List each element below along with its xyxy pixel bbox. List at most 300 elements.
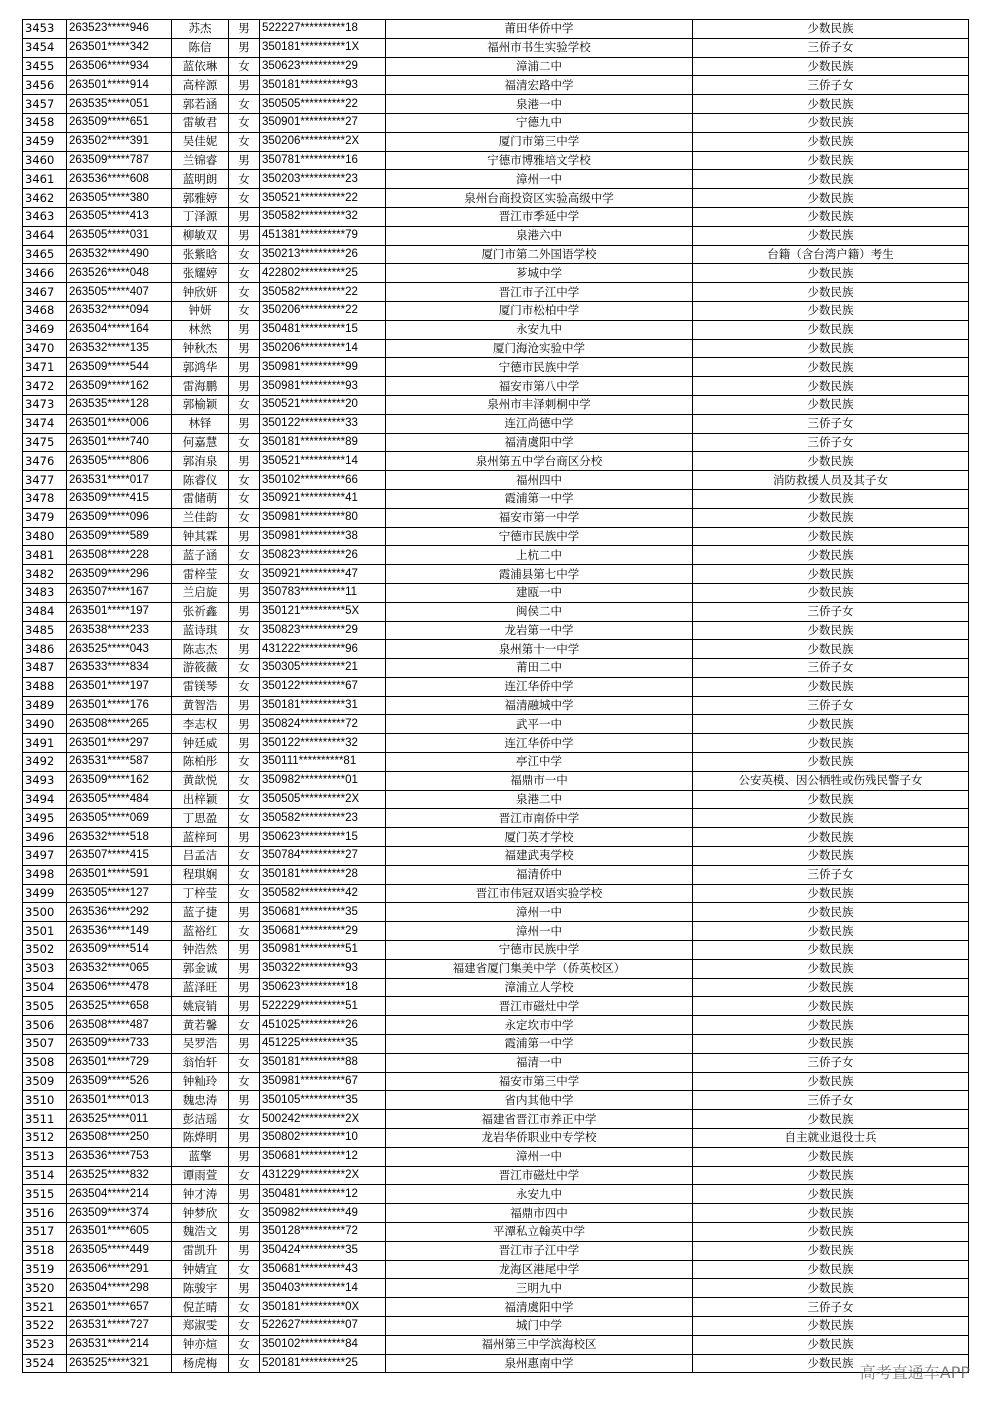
table-row (23, 113, 969, 132)
gender-cell: 女 (229, 132, 260, 151)
table-row (23, 132, 969, 151)
category-cell: 少数民族 (693, 1223, 969, 1242)
row-number-cell: 3497 (23, 847, 67, 866)
row-number-cell: 3515 (23, 1185, 67, 1204)
exam-number-cell: 263531*****214 (67, 1335, 172, 1354)
exam-number-cell: 263509*****374 (67, 1204, 172, 1223)
table-row (23, 95, 969, 114)
category-cell: 少数民族 (693, 452, 969, 471)
exam-number-cell: 263502*****391 (67, 132, 172, 151)
gender-cell: 女 (229, 245, 260, 264)
table-row (23, 565, 969, 584)
id-card-cell: 350981**********99 (260, 358, 386, 377)
id-card-cell: 350481**********15 (260, 320, 386, 339)
table-row (23, 452, 969, 471)
exam-number-cell: 263507*****167 (67, 583, 172, 602)
table-row (23, 1260, 969, 1279)
exam-number-cell: 263508*****228 (67, 546, 172, 565)
student-name-cell: 陈烨明 (172, 1129, 229, 1148)
school-cell: 福清宏路中学 (386, 76, 693, 95)
school-cell: 三明九中 (386, 1279, 693, 1298)
category-cell: 少数民族 (693, 809, 969, 828)
table-row (23, 1129, 969, 1148)
row-number-cell: 3520 (23, 1279, 67, 1298)
school-cell: 漳州一中 (386, 922, 693, 941)
exam-number-cell: 263501*****197 (67, 602, 172, 621)
exam-number-cell: 263525*****658 (67, 997, 172, 1016)
student-name-cell: 蓝泽旺 (172, 978, 229, 997)
category-cell: 三侨子女 (693, 76, 969, 95)
gender-cell: 男 (229, 1147, 260, 1166)
student-name-cell: 陈志杰 (172, 640, 229, 659)
student-name-cell: 钟才涛 (172, 1185, 229, 1204)
table-row (23, 790, 969, 809)
gender-cell: 女 (229, 1335, 260, 1354)
gender-cell: 女 (229, 659, 260, 678)
school-cell: 福清侨中 (386, 865, 693, 884)
gender-cell: 女 (229, 433, 260, 452)
table-row (23, 677, 969, 696)
table-row (23, 1110, 969, 1129)
id-card-cell: 350203**********23 (260, 170, 386, 189)
table-row (23, 151, 969, 170)
category-cell: 少数民族 (693, 734, 969, 753)
table-row (23, 1035, 969, 1054)
exam-number-cell: 263504*****214 (67, 1185, 172, 1204)
school-cell: 福州第三中学滨海校区 (386, 1335, 693, 1354)
student-name-cell: 程琪娴 (172, 865, 229, 884)
student-name-cell: 郭洧泉 (172, 452, 229, 471)
watermark-text: 高考直通车APP (859, 1363, 970, 1382)
gender-cell: 女 (229, 809, 260, 828)
category-cell: 公安英模、因公牺牲或伤残民警子女 (693, 771, 969, 790)
category-cell: 少数民族 (693, 1279, 969, 1298)
row-number-cell: 3472 (23, 377, 67, 396)
row-number-cell: 3523 (23, 1335, 67, 1354)
gender-cell: 男 (229, 320, 260, 339)
exam-number-cell: 263509*****589 (67, 527, 172, 546)
gender-cell: 女 (229, 283, 260, 302)
student-name-cell: 魏忠涛 (172, 1091, 229, 1110)
gender-cell: 男 (229, 997, 260, 1016)
row-number-cell: 3517 (23, 1223, 67, 1242)
school-cell: 龙岩华侨职业中专学校 (386, 1129, 693, 1148)
school-cell: 福清一中 (386, 1053, 693, 1072)
student-name-cell: 郑淑雯 (172, 1316, 229, 1335)
gender-cell: 男 (229, 1241, 260, 1260)
id-card-cell: 350623**********18 (260, 978, 386, 997)
student-name-cell: 钟秋杰 (172, 339, 229, 358)
gender-cell: 男 (229, 20, 260, 39)
school-cell: 宁德市民族中学 (386, 527, 693, 546)
category-cell: 少数民族 (693, 358, 969, 377)
category-cell: 少数民族 (693, 677, 969, 696)
exam-number-cell: 263501*****006 (67, 414, 172, 433)
table-row (23, 903, 969, 922)
id-card-cell: 451225**********35 (260, 1035, 386, 1054)
student-name-cell: 蓝明朗 (172, 170, 229, 189)
table-row (23, 489, 969, 508)
student-name-cell: 彭洁瑶 (172, 1110, 229, 1129)
row-number-cell: 3495 (23, 809, 67, 828)
table-row (23, 847, 969, 866)
table-row (23, 1166, 969, 1185)
student-name-cell: 蓝擎 (172, 1147, 229, 1166)
id-card-cell: 350181**********31 (260, 696, 386, 715)
gender-cell: 男 (229, 583, 260, 602)
gender-cell: 女 (229, 301, 260, 320)
school-cell: 泉港六中 (386, 226, 693, 245)
student-name-cell: 黄歆悦 (172, 771, 229, 790)
student-name-cell: 钟籼玲 (172, 1072, 229, 1091)
exam-number-cell: 263536*****292 (67, 903, 172, 922)
gender-cell: 男 (229, 903, 260, 922)
table-row (23, 301, 969, 320)
category-cell: 少数民族 (693, 884, 969, 903)
school-cell: 亭江中学 (386, 753, 693, 772)
student-name-cell: 林铎 (172, 414, 229, 433)
id-card-cell: 350823**********29 (260, 621, 386, 640)
table-row (23, 621, 969, 640)
id-card-cell: 350802**********10 (260, 1129, 386, 1148)
id-card-cell: 350128**********72 (260, 1223, 386, 1242)
table-row (23, 358, 969, 377)
category-cell: 少数民族 (693, 1241, 969, 1260)
row-number-cell: 3507 (23, 1035, 67, 1054)
row-number-cell: 3488 (23, 677, 67, 696)
category-cell: 少数民族 (693, 132, 969, 151)
school-cell: 泉州市丰泽刺桐中学 (386, 395, 693, 414)
id-card-cell: 350681**********12 (260, 1147, 386, 1166)
exam-number-cell: 263509*****296 (67, 565, 172, 584)
student-name-cell: 郭金诚 (172, 959, 229, 978)
student-name-cell: 钟其霖 (172, 527, 229, 546)
exam-number-cell: 263509*****544 (67, 358, 172, 377)
school-cell: 芗城中学 (386, 264, 693, 283)
category-cell: 少数民族 (693, 790, 969, 809)
id-card-cell: 350681**********43 (260, 1260, 386, 1279)
table-row (23, 264, 969, 283)
row-number-cell: 3462 (23, 189, 67, 208)
id-card-cell: 350582**********23 (260, 809, 386, 828)
exam-number-cell: 263509*****096 (67, 508, 172, 527)
school-cell: 福建武夷学校 (386, 847, 693, 866)
school-cell: 泉港二中 (386, 790, 693, 809)
exam-number-cell: 263501*****591 (67, 865, 172, 884)
student-name-cell: 蓝诗琪 (172, 621, 229, 640)
id-card-cell: 350424**********35 (260, 1241, 386, 1260)
category-cell: 少数民族 (693, 377, 969, 396)
gender-cell: 女 (229, 57, 260, 76)
table-row (23, 1279, 969, 1298)
id-card-cell: 350784**********27 (260, 847, 386, 866)
id-card-cell: 350623**********29 (260, 57, 386, 76)
gender-cell: 女 (229, 95, 260, 114)
id-card-cell: 350824**********72 (260, 715, 386, 734)
student-name-cell: 雷海鹏 (172, 377, 229, 396)
gender-cell: 女 (229, 1204, 260, 1223)
school-cell: 福安市第八中学 (386, 377, 693, 396)
student-name-cell: 蓝依琳 (172, 57, 229, 76)
category-cell: 少数民族 (693, 395, 969, 414)
table-row (23, 734, 969, 753)
student-name-cell: 张耀婷 (172, 264, 229, 283)
category-cell: 少数民族 (693, 283, 969, 302)
gender-cell: 男 (229, 151, 260, 170)
exam-number-cell: 263535*****128 (67, 395, 172, 414)
student-name-cell: 钟婧宜 (172, 1260, 229, 1279)
gender-cell: 女 (229, 471, 260, 490)
category-cell: 三侨子女 (693, 602, 969, 621)
school-cell: 泉州第五中学台商区分校 (386, 452, 693, 471)
gender-cell: 男 (229, 76, 260, 95)
school-cell: 福安市第一中学 (386, 508, 693, 527)
school-cell: 福州四中 (386, 471, 693, 490)
category-cell: 少数民族 (693, 922, 969, 941)
category-cell: 少数民族 (693, 546, 969, 565)
category-cell: 少数民族 (693, 113, 969, 132)
id-card-cell: 350921**********47 (260, 565, 386, 584)
category-cell: 三侨子女 (693, 1053, 969, 1072)
student-name-cell: 林然 (172, 320, 229, 339)
student-name-cell: 吴罗浩 (172, 1035, 229, 1054)
gender-cell: 女 (229, 1166, 260, 1185)
table-row (23, 809, 969, 828)
row-number-cell: 3464 (23, 226, 67, 245)
school-cell: 福建省厦门集美中学（侨英校区） (386, 959, 693, 978)
row-number-cell: 3482 (23, 565, 67, 584)
row-number-cell: 3493 (23, 771, 67, 790)
school-cell: 泉州惠南中学 (386, 1354, 693, 1373)
student-name-cell: 黄智浩 (172, 696, 229, 715)
gender-cell: 男 (229, 1279, 260, 1298)
id-card-cell: 350521**********20 (260, 395, 386, 414)
school-cell: 福州市书生实验学校 (386, 38, 693, 57)
student-name-cell: 倪芷晴 (172, 1298, 229, 1317)
row-number-cell: 3518 (23, 1241, 67, 1260)
school-cell: 平潭私立翰英中学 (386, 1223, 693, 1242)
table-row (23, 76, 969, 95)
gender-cell: 男 (229, 734, 260, 753)
gender-cell: 女 (229, 1354, 260, 1373)
student-name-cell: 蓝子涵 (172, 546, 229, 565)
student-name-cell: 翁怡轩 (172, 1053, 229, 1072)
table-row (23, 922, 969, 941)
school-cell: 龙岩第一中学 (386, 621, 693, 640)
table-row (23, 1241, 969, 1260)
id-card-cell: 350181**********88 (260, 1053, 386, 1072)
category-cell: 少数民族 (693, 1354, 969, 1373)
id-card-cell: 350921**********41 (260, 489, 386, 508)
school-cell: 福清融城中学 (386, 696, 693, 715)
id-card-cell: 350105**********35 (260, 1091, 386, 1110)
category-cell: 三侨子女 (693, 1298, 969, 1317)
school-cell: 永安九中 (386, 320, 693, 339)
exam-number-cell: 263532*****490 (67, 245, 172, 264)
gender-cell: 女 (229, 1072, 260, 1091)
category-cell: 台籍（含台湾户籍）考生 (693, 245, 969, 264)
row-number-cell: 3487 (23, 659, 67, 678)
exam-number-cell: 263508*****250 (67, 1129, 172, 1148)
school-cell: 漳州一中 (386, 170, 693, 189)
gender-cell: 女 (229, 489, 260, 508)
category-cell: 少数民族 (693, 903, 969, 922)
student-name-cell: 雷凯升 (172, 1241, 229, 1260)
row-number-cell: 3468 (23, 301, 67, 320)
exam-number-cell: 263536*****608 (67, 170, 172, 189)
id-card-cell: 350781**********16 (260, 151, 386, 170)
category-cell: 少数民族 (693, 320, 969, 339)
table-row (23, 696, 969, 715)
school-cell: 连江尚德中学 (386, 414, 693, 433)
row-number-cell: 3522 (23, 1316, 67, 1335)
gender-cell: 女 (229, 677, 260, 696)
admission-list-table (22, 19, 969, 1373)
id-card-cell: 350181**********93 (260, 76, 386, 95)
table-row (23, 170, 969, 189)
school-cell: 福鼎市一中 (386, 771, 693, 790)
table-row (23, 1053, 969, 1072)
category-cell: 少数民族 (693, 1147, 969, 1166)
student-name-cell: 钟廷威 (172, 734, 229, 753)
category-cell: 少数民族 (693, 978, 969, 997)
row-number-cell: 3469 (23, 320, 67, 339)
id-card-cell: 350505**********22 (260, 95, 386, 114)
id-card-cell: 350102**********84 (260, 1335, 386, 1354)
school-cell: 厦门海沧实验中学 (386, 339, 693, 358)
student-name-cell: 兰锦睿 (172, 151, 229, 170)
school-cell: 泉州第十一中学 (386, 640, 693, 659)
exam-number-cell: 263501*****342 (67, 38, 172, 57)
student-name-cell: 谭雨萱 (172, 1166, 229, 1185)
gender-cell: 女 (229, 170, 260, 189)
exam-number-cell: 263531*****017 (67, 471, 172, 490)
school-cell: 闽侯二中 (386, 602, 693, 621)
id-card-cell: 350521**********14 (260, 452, 386, 471)
gender-cell: 女 (229, 865, 260, 884)
table-row (23, 659, 969, 678)
student-name-cell: 陈睿仪 (172, 471, 229, 490)
category-cell: 少数民族 (693, 847, 969, 866)
id-card-cell: 350823**********26 (260, 546, 386, 565)
row-number-cell: 3524 (23, 1354, 67, 1373)
table-row (23, 38, 969, 57)
id-card-cell: 522229**********51 (260, 997, 386, 1016)
exam-number-cell: 263509*****787 (67, 151, 172, 170)
id-card-cell: 350981**********67 (260, 1072, 386, 1091)
category-cell: 少数民族 (693, 1260, 969, 1279)
row-number-cell: 3478 (23, 489, 67, 508)
school-cell: 武平一中 (386, 715, 693, 734)
exam-number-cell: 263505*****127 (67, 884, 172, 903)
school-cell: 福建省晋江市养正中学 (386, 1110, 693, 1129)
category-cell: 少数民族 (693, 941, 969, 960)
student-name-cell: 蓝子捷 (172, 903, 229, 922)
gender-cell: 女 (229, 395, 260, 414)
id-card-cell: 522227**********18 (260, 20, 386, 39)
id-card-cell: 522627**********07 (260, 1316, 386, 1335)
table-row (23, 865, 969, 884)
category-cell: 少数民族 (693, 583, 969, 602)
student-name-cell: 郭榆颖 (172, 395, 229, 414)
id-card-cell: 500242**********2X (260, 1110, 386, 1129)
gender-cell: 男 (229, 1185, 260, 1204)
id-card-cell: 350582**********32 (260, 207, 386, 226)
category-cell: 三侨子女 (693, 659, 969, 678)
id-card-cell: 350981**********80 (260, 508, 386, 527)
school-cell: 厦门市第二外国语学校 (386, 245, 693, 264)
exam-number-cell: 263533*****834 (67, 659, 172, 678)
table-row (23, 320, 969, 339)
row-number-cell: 3506 (23, 1016, 67, 1035)
id-card-cell: 350305**********21 (260, 659, 386, 678)
row-number-cell: 3498 (23, 865, 67, 884)
row-number-cell: 3467 (23, 283, 67, 302)
table-row (23, 715, 969, 734)
gender-cell: 男 (229, 1091, 260, 1110)
exam-number-cell: 263509*****162 (67, 377, 172, 396)
category-cell: 少数民族 (693, 828, 969, 847)
student-name-cell: 雷镁琴 (172, 677, 229, 696)
student-name-cell: 黄若馨 (172, 1016, 229, 1035)
exam-number-cell: 263509*****415 (67, 489, 172, 508)
student-name-cell: 吕孟洁 (172, 847, 229, 866)
school-cell: 漳浦二中 (386, 57, 693, 76)
row-number-cell: 3465 (23, 245, 67, 264)
row-number-cell: 3503 (23, 959, 67, 978)
id-card-cell: 350122**********32 (260, 734, 386, 753)
row-number-cell: 3461 (23, 170, 67, 189)
category-cell: 少数民族 (693, 57, 969, 76)
school-cell: 福清虞阳中学 (386, 1298, 693, 1317)
row-number-cell: 3504 (23, 978, 67, 997)
school-cell: 莆田华侨中学 (386, 20, 693, 39)
table-row (23, 226, 969, 245)
row-number-cell: 3489 (23, 696, 67, 715)
gender-cell: 女 (229, 771, 260, 790)
category-cell: 三侨子女 (693, 865, 969, 884)
id-card-cell: 350982**********49 (260, 1204, 386, 1223)
category-cell: 少数民族 (693, 1035, 969, 1054)
row-number-cell: 3480 (23, 527, 67, 546)
exam-number-cell: 263505*****031 (67, 226, 172, 245)
category-cell: 少数民族 (693, 621, 969, 640)
gender-cell: 男 (229, 377, 260, 396)
id-card-cell: 350681**********35 (260, 903, 386, 922)
category-cell: 少数民族 (693, 1204, 969, 1223)
exam-number-cell: 263505*****806 (67, 452, 172, 471)
category-cell: 消防救援人员及其子女 (693, 471, 969, 490)
exam-number-cell: 263501*****013 (67, 1091, 172, 1110)
row-number-cell: 3473 (23, 395, 67, 414)
student-name-cell: 姚宸销 (172, 997, 229, 1016)
gender-cell: 女 (229, 264, 260, 283)
row-number-cell: 3510 (23, 1091, 67, 1110)
gender-cell: 女 (229, 1016, 260, 1035)
school-cell: 泉州台商投资区实验高级中学 (386, 189, 693, 208)
category-cell: 自主就业退役士兵 (693, 1129, 969, 1148)
student-name-cell: 丁梓莹 (172, 884, 229, 903)
row-number-cell: 3474 (23, 414, 67, 433)
exam-number-cell: 263506*****934 (67, 57, 172, 76)
student-name-cell: 兰启旋 (172, 583, 229, 602)
row-number-cell: 3508 (23, 1053, 67, 1072)
category-cell: 少数民族 (693, 565, 969, 584)
row-number-cell: 3500 (23, 903, 67, 922)
category-cell: 少数民族 (693, 226, 969, 245)
category-cell: 少数民族 (693, 1335, 969, 1354)
exam-number-cell: 263532*****518 (67, 828, 172, 847)
